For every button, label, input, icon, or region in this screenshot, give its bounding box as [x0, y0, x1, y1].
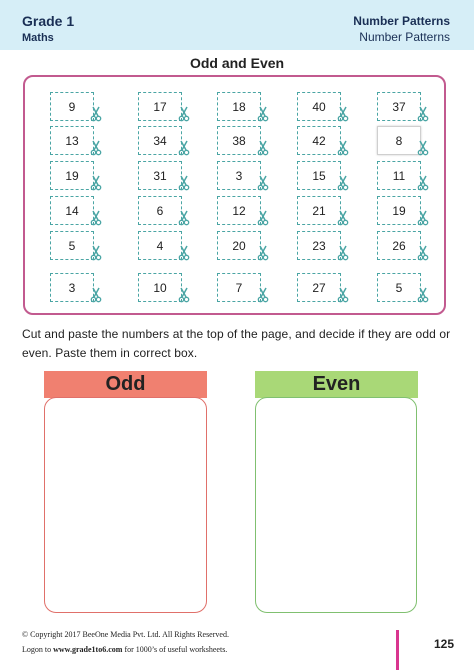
scissors-icon [417, 140, 429, 156]
scissors-icon [257, 106, 269, 122]
scissors-icon [337, 175, 349, 191]
worksheet-title: Odd and Even [189, 55, 285, 71]
odd-paste-box[interactable] [44, 397, 207, 613]
logon-suffix: for 1000’s of useful worksheets. [124, 645, 228, 654]
grade-label: Grade 1 [22, 13, 75, 29]
subtopic-label: Number Patterns [359, 30, 450, 44]
even-box-header: Even [255, 371, 418, 398]
number-card[interactable]: 42 [297, 126, 341, 155]
scissors-icon [337, 287, 349, 303]
scissors-icon [90, 106, 102, 122]
number-card[interactable]: 3 [217, 161, 261, 190]
scissors-icon [178, 245, 190, 261]
scissors-icon [90, 245, 102, 261]
side-strip [396, 630, 399, 670]
number-card[interactable]: 18 [217, 92, 261, 121]
scissors-icon [90, 287, 102, 303]
number-card[interactable]: 14 [50, 196, 94, 225]
number-card[interactable]: 23 [297, 231, 341, 260]
even-paste-box[interactable] [255, 397, 417, 613]
number-card[interactable]: 9 [50, 92, 94, 121]
scissors-icon [178, 287, 190, 303]
instructions-text: Cut and paste the numbers at the top of the page, and decide if they are odd or even. Paste them in correct box. [22, 327, 451, 360]
scissors-icon [337, 106, 349, 122]
header-band [0, 0, 474, 50]
number-card[interactable]: 20 [217, 231, 261, 260]
number-card[interactable]: 3 [50, 273, 94, 302]
number-card[interactable]: 13 [50, 126, 94, 155]
number-card[interactable]: 31 [138, 161, 182, 190]
number-card[interactable]: 17 [138, 92, 182, 121]
scissors-icon [417, 106, 429, 122]
logon-prefix: Logon to [22, 645, 52, 654]
scissors-icon [257, 245, 269, 261]
site-link[interactable]: www.grade1to6.com [53, 645, 123, 654]
number-card[interactable]: 5 [50, 231, 94, 260]
scissors-icon [90, 140, 102, 156]
number-card[interactable]: 10 [138, 273, 182, 302]
scissors-icon [90, 175, 102, 191]
scissors-icon [90, 210, 102, 226]
number-card[interactable]: 27 [297, 273, 341, 302]
scissors-icon [337, 210, 349, 226]
footer-logon-text [22, 645, 227, 654]
scissors-icon [417, 210, 429, 226]
topic-label: Number Patterns [353, 14, 450, 28]
number-card[interactable]: 5 [377, 273, 421, 302]
scissors-icon [178, 140, 190, 156]
number-cards-panel [23, 75, 446, 315]
scissors-icon [257, 140, 269, 156]
odd-box-header: Odd [44, 371, 207, 398]
number-card[interactable]: 38 [217, 126, 261, 155]
number-card[interactable]: 6 [138, 196, 182, 225]
scissors-icon [257, 210, 269, 226]
number-card[interactable]: 34 [138, 126, 182, 155]
scissors-icon [178, 210, 190, 226]
scissors-icon [257, 175, 269, 191]
scissors-icon [257, 287, 269, 303]
number-card[interactable]: 26 [377, 231, 421, 260]
scissors-icon [417, 287, 429, 303]
number-card[interactable]: 4 [138, 231, 182, 260]
scissors-icon [178, 106, 190, 122]
scissors-icon [337, 140, 349, 156]
scissors-icon [417, 175, 429, 191]
number-card[interactable]: 12 [217, 196, 261, 225]
number-card[interactable]: 11 [377, 161, 421, 190]
number-card[interactable]: 37 [377, 92, 421, 121]
copyright-text: © Copyright 2017 BeeOne Media Pvt. Ltd. All Rights Reserved. [22, 630, 229, 639]
number-card[interactable]: 8 [377, 126, 421, 155]
number-card[interactable]: 21 [297, 196, 341, 225]
number-card[interactable]: 15 [297, 161, 341, 190]
page-number: 125 [433, 637, 454, 651]
number-card[interactable]: 19 [377, 196, 421, 225]
number-card[interactable]: 7 [217, 273, 261, 302]
scissors-icon [178, 175, 190, 191]
subject-label: Maths [22, 32, 54, 44]
number-card[interactable]: 19 [50, 161, 94, 190]
number-card[interactable]: 40 [297, 92, 341, 121]
scissors-icon [337, 245, 349, 261]
scissors-icon [417, 245, 429, 261]
